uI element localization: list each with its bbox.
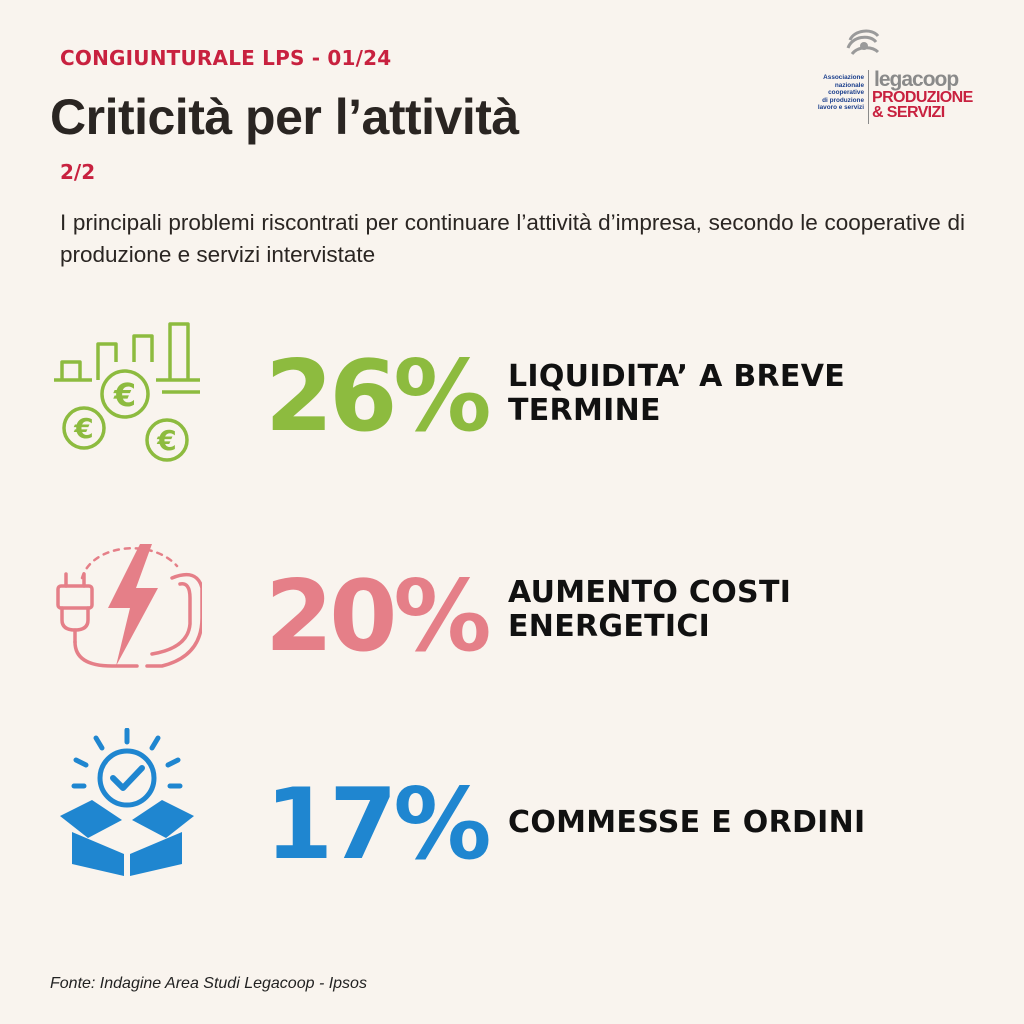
stat-row-liquidity: [0, 318, 1024, 468]
association-text: Associazione nazionale cooperative di produzione lavoro e servizi: [817, 74, 864, 112]
page-indicator: 2/2: [60, 160, 96, 184]
page-title: Criticità per l’attività: [50, 89, 519, 145]
legacoop-logo: [808, 26, 988, 126]
source-note: Fonte: Indagine Area Studi Legacoop - Ipsos: [50, 975, 367, 992]
svg-text:€: €: [74, 412, 94, 445]
stat-value-orders: 17%: [265, 768, 488, 882]
stat-label-orders: COMMESSE E ORDINI: [508, 805, 866, 840]
legacoop-swirl-icon: [842, 26, 886, 64]
svg-text:€: €: [113, 376, 137, 414]
stat-label-liquidity: LIQUIDITA’ A BREVE TERMINE: [508, 359, 846, 428]
stat-value-liquidity: 26%: [265, 340, 488, 454]
legacoop-wordmark: legacoop: [874, 68, 959, 91]
logo-divider: [868, 70, 869, 124]
euro-coins-chart-icon: [52, 322, 202, 467]
stat-row-orders: [0, 728, 1024, 882]
energy-plug-bolt-icon: [52, 538, 202, 673]
kicker: CONGIUNTURALE LPS - 01/24: [60, 46, 392, 70]
stat-row-energy: [0, 538, 1024, 678]
svg-text:€: €: [157, 424, 177, 457]
intro-text: I principali problemi riscontrati per continuare l’attività d’impresa, secondo le cooperative di produzione e servizi intervistate: [60, 210, 965, 267]
division-name: PRODUZIONE & SERVIZI: [872, 89, 973, 121]
stat-label-energy: AUMENTO COSTI ENERGETICI: [508, 575, 792, 644]
box-checkmark-icon: [52, 728, 202, 878]
stat-value-energy: 20%: [265, 560, 488, 674]
